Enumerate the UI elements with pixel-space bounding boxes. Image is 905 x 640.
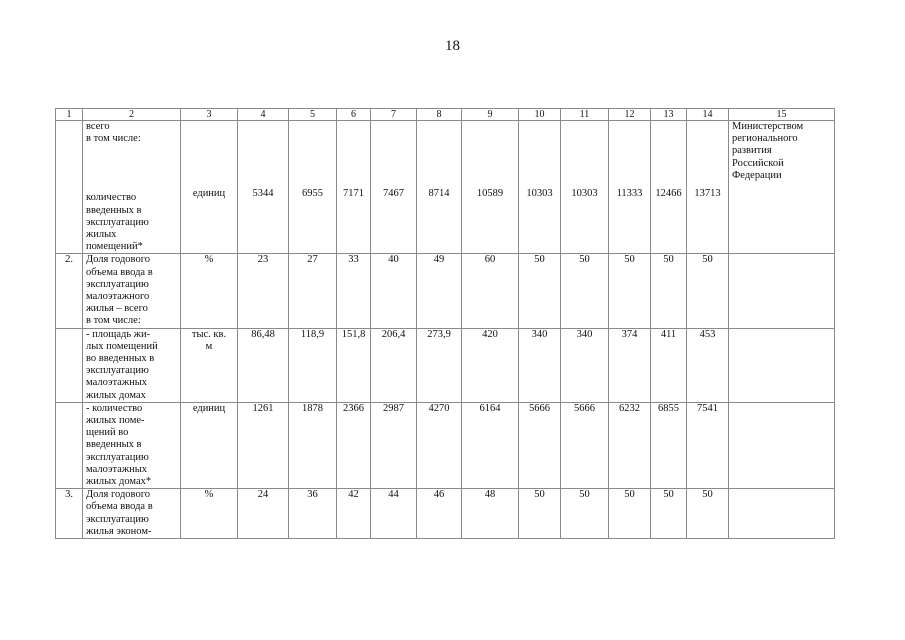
column-header: 1 bbox=[56, 109, 83, 121]
column-header: 15 bbox=[729, 109, 835, 121]
value-cell: 6855 bbox=[651, 402, 687, 488]
value-cell: 60 bbox=[462, 254, 519, 328]
value-cell: 1878 bbox=[289, 402, 337, 488]
value-cell: 2366 bbox=[337, 402, 371, 488]
value-cell: 42 bbox=[337, 489, 371, 539]
value: 8714 bbox=[428, 188, 450, 199]
value-cell: 411 bbox=[651, 328, 687, 402]
value-cell: 23 bbox=[238, 254, 289, 328]
value-cell: 27 bbox=[289, 254, 337, 328]
value-cell: 50 bbox=[519, 489, 561, 539]
unit-cell: % bbox=[181, 489, 238, 539]
responsible-note bbox=[729, 328, 835, 402]
value-cell: 50 bbox=[687, 489, 729, 539]
row-number bbox=[56, 402, 83, 488]
indicator-name bbox=[83, 121, 181, 254]
column-number-row bbox=[56, 109, 835, 121]
unit-cell: тыс. кв. м bbox=[181, 328, 238, 402]
unit-text: единиц bbox=[192, 188, 226, 199]
column-header: 13 bbox=[651, 109, 687, 121]
value-cell: 374 bbox=[609, 328, 651, 402]
value-cell: 118,9 bbox=[289, 328, 337, 402]
page-number: 18 bbox=[445, 38, 460, 54]
unit-cell: единиц bbox=[181, 402, 238, 488]
row-number: 3. bbox=[56, 489, 83, 539]
table-row bbox=[56, 489, 835, 539]
value-cell bbox=[337, 121, 371, 254]
column-header: 12 bbox=[609, 109, 651, 121]
value-cell: 340 bbox=[561, 328, 609, 402]
table-row bbox=[56, 254, 835, 328]
value-cell: 2987 bbox=[371, 402, 417, 488]
table-row bbox=[56, 328, 835, 402]
value: 5344 bbox=[252, 188, 274, 199]
value-cell: 49 bbox=[417, 254, 462, 328]
value-cell: 453 bbox=[687, 328, 729, 402]
column-header: 4 bbox=[238, 109, 289, 121]
value-cell bbox=[687, 121, 729, 254]
value-cell bbox=[238, 121, 289, 254]
value-cell: 50 bbox=[561, 489, 609, 539]
value-cell: 40 bbox=[371, 254, 417, 328]
value: 10303 bbox=[526, 188, 553, 199]
value-cell bbox=[289, 121, 337, 254]
responsible-note: Министерством регионального развития Российской Федерации bbox=[729, 121, 835, 254]
table-row bbox=[56, 121, 835, 254]
value-cell: 1261 bbox=[238, 402, 289, 488]
value: 7171 bbox=[343, 188, 364, 199]
value-cell: 50 bbox=[651, 489, 687, 539]
value: 6955 bbox=[302, 188, 323, 199]
responsible-note bbox=[729, 402, 835, 488]
value: 10303 bbox=[571, 188, 598, 199]
value-cell bbox=[371, 121, 417, 254]
value-cell: 46 bbox=[417, 489, 462, 539]
indicator-name-main: количество введенных в эксплуатацию жилых помещений* bbox=[86, 192, 149, 253]
indicators-table bbox=[55, 108, 835, 539]
row-number bbox=[56, 121, 83, 254]
table-row bbox=[56, 402, 835, 488]
value-cell bbox=[561, 121, 609, 254]
value-cell: 5666 bbox=[561, 402, 609, 488]
responsible-note bbox=[729, 489, 835, 539]
unit-cell bbox=[181, 121, 238, 254]
value-cell bbox=[519, 121, 561, 254]
column-header: 11 bbox=[561, 109, 609, 121]
value: 13713 bbox=[694, 188, 721, 199]
value-cell: 44 bbox=[371, 489, 417, 539]
column-header: 8 bbox=[417, 109, 462, 121]
unit-cell: % bbox=[181, 254, 238, 328]
column-header: 2 bbox=[83, 109, 181, 121]
row-number: 2. bbox=[56, 254, 83, 328]
value: 11333 bbox=[616, 188, 643, 199]
value-cell: 420 bbox=[462, 328, 519, 402]
responsible-note bbox=[729, 254, 835, 328]
column-header: 9 bbox=[462, 109, 519, 121]
value: 10589 bbox=[476, 188, 504, 199]
value-cell: 4270 bbox=[417, 402, 462, 488]
value-cell: 48 bbox=[462, 489, 519, 539]
value-cell bbox=[609, 121, 651, 254]
value-cell: 6164 bbox=[462, 402, 519, 488]
value-cell: 50 bbox=[519, 254, 561, 328]
value: 7467 bbox=[383, 188, 404, 199]
column-header: 7 bbox=[371, 109, 417, 121]
value-cell: 50 bbox=[651, 254, 687, 328]
value-cell: 86,48 bbox=[238, 328, 289, 402]
value-cell: 36 bbox=[289, 489, 337, 539]
value-cell bbox=[651, 121, 687, 254]
indicator-name: - площадь жи- лых помещений во введенных в эксплуатацию малоэтажных жилых домах bbox=[83, 328, 181, 402]
value: 12466 bbox=[655, 188, 682, 199]
value-cell: 50 bbox=[687, 254, 729, 328]
value-cell: 340 bbox=[519, 328, 561, 402]
column-header: 10 bbox=[519, 109, 561, 121]
column-header: 14 bbox=[687, 109, 729, 121]
indicator-name: - количество жилых поме- щений во введенных в эксплуатацию малоэтажных жилых домах* bbox=[83, 402, 181, 488]
column-header: 3 bbox=[181, 109, 238, 121]
value-cell bbox=[462, 121, 519, 254]
value-cell: 50 bbox=[609, 254, 651, 328]
value-cell bbox=[417, 121, 462, 254]
value-cell: 33 bbox=[337, 254, 371, 328]
column-header: 6 bbox=[337, 109, 371, 121]
value-cell: 50 bbox=[609, 489, 651, 539]
value-cell: 6232 bbox=[609, 402, 651, 488]
value-cell: 151,8 bbox=[337, 328, 371, 402]
indicator-name: Доля годового объема ввода в эксплуатацию жилья эконом- bbox=[83, 489, 181, 539]
column-header: 5 bbox=[289, 109, 337, 121]
indicator-name: Доля годового объема ввода в эксплуатацию малоэтажного жилья – всего в том числе: bbox=[83, 254, 181, 328]
value-cell: 5666 bbox=[519, 402, 561, 488]
value-cell: 7541 bbox=[687, 402, 729, 488]
row-number bbox=[56, 328, 83, 402]
value-cell: 273,9 bbox=[417, 328, 462, 402]
value-cell: 24 bbox=[238, 489, 289, 539]
value-cell: 50 bbox=[561, 254, 609, 328]
value-cell: 206,4 bbox=[371, 328, 417, 402]
indicator-name-top: всего в том числе: bbox=[86, 121, 141, 145]
spacer bbox=[86, 145, 177, 192]
